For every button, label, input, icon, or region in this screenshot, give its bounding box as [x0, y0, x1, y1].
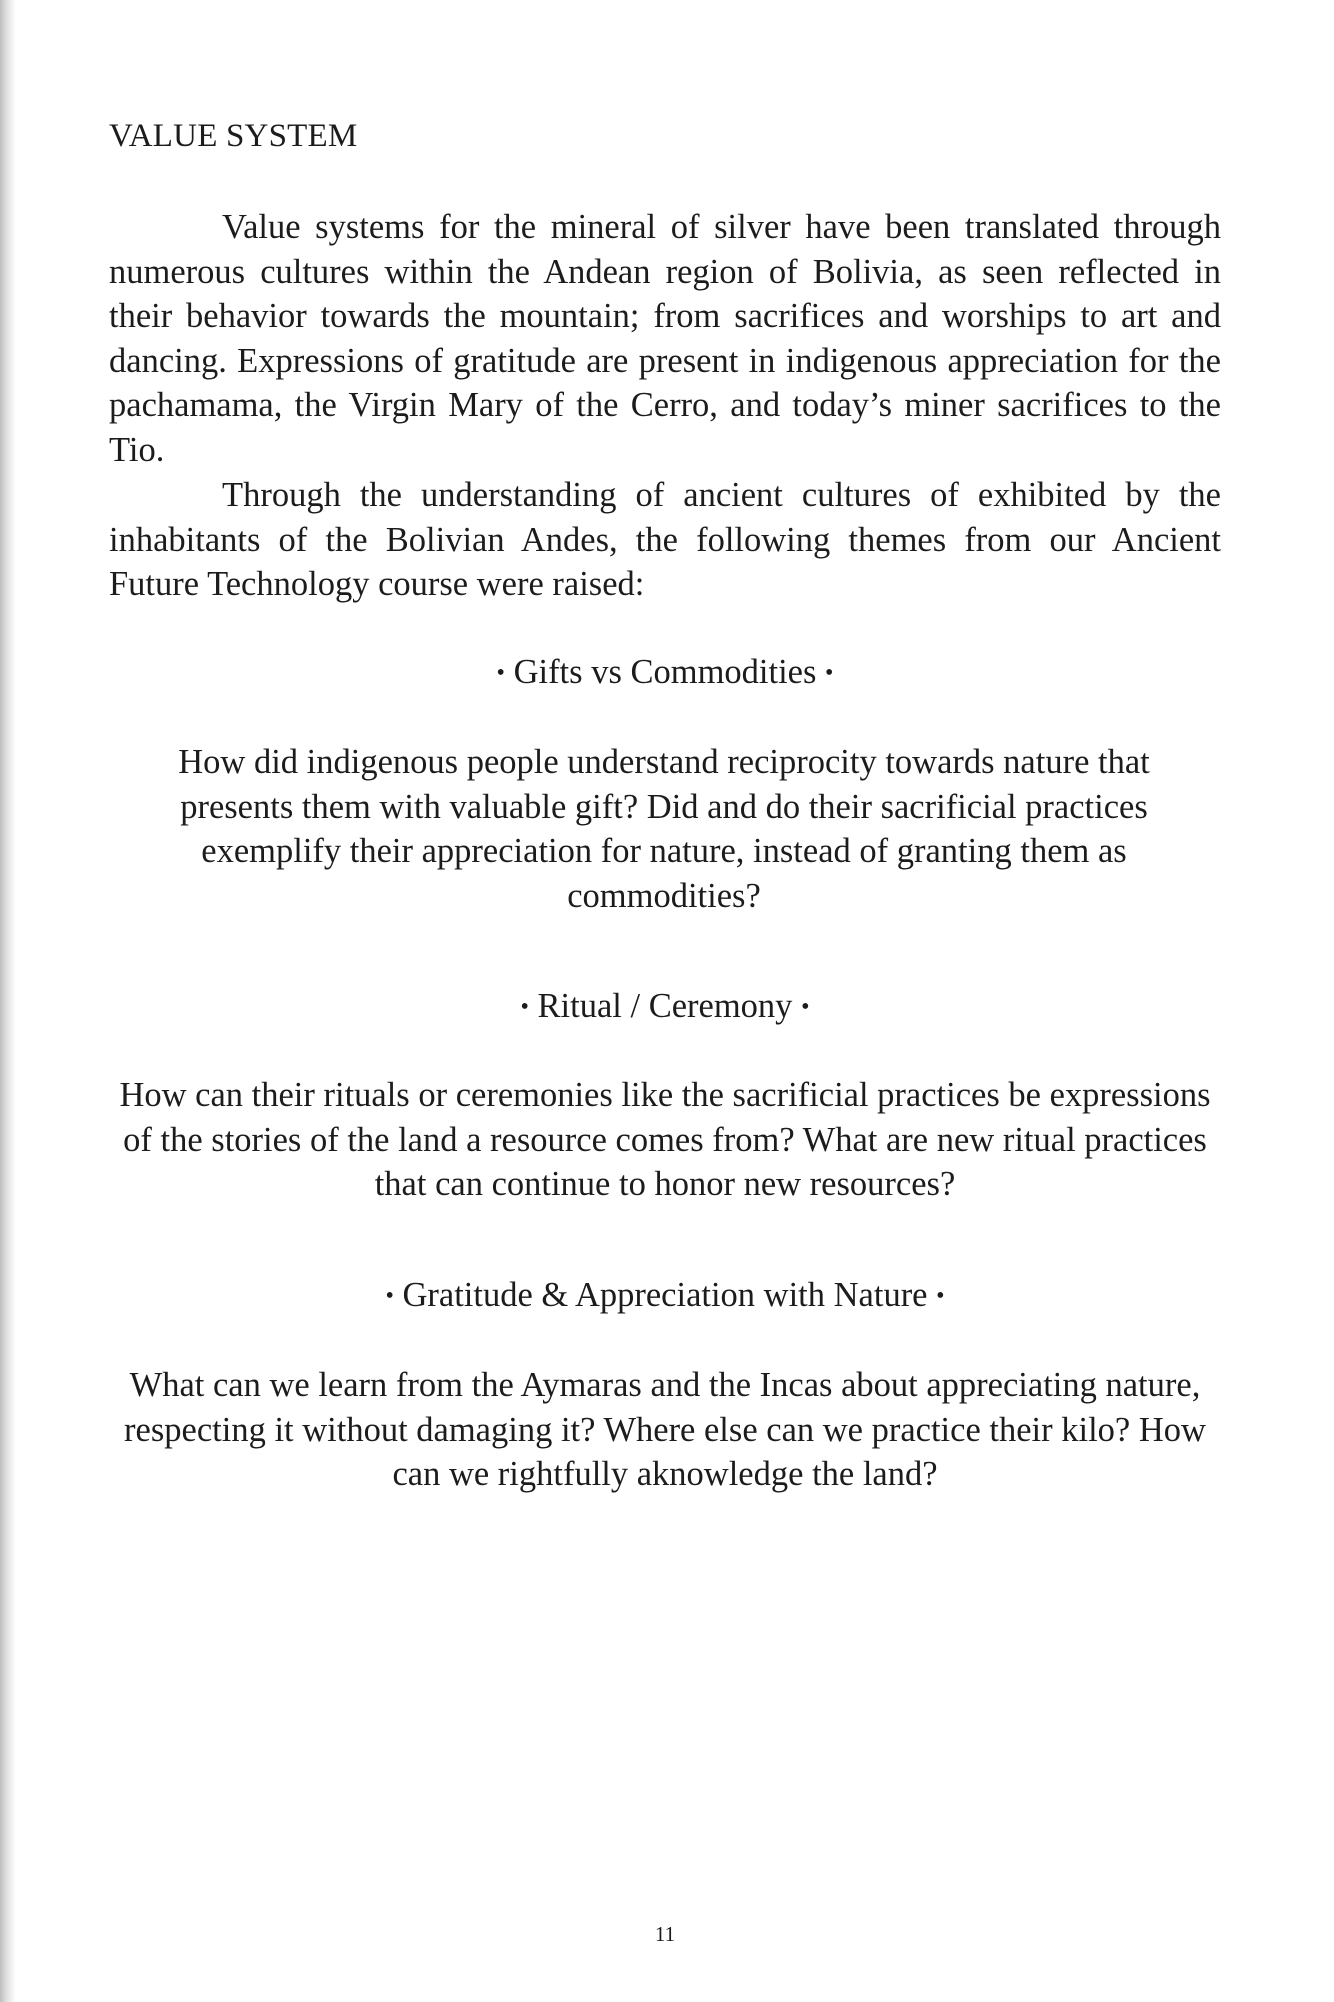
- bullet-icon: •: [520, 994, 529, 1020]
- theme-question-gifts-vs-commodities: How did indigenous people understand reciprocity towards nature that presents them with valuable gift? Did and do their sacrificial practices exemplify their appreciation for nature, instead of granting them as commodities?: [178, 743, 1150, 915]
- theme-question-ritual-ceremony: How can their rituals or ceremonies like the sacrificial practices be expressions of the stories of the land a resource comes from? What are new ritual practices that can continue to honor new resources?: [119, 1076, 1211, 1204]
- theme-title-text: Gifts vs Commodities: [513, 653, 817, 691]
- bullet-icon: •: [936, 1283, 945, 1309]
- bullet-icon: •: [496, 660, 505, 686]
- intro-paragraph: Value systems for the mineral of silver have been translated through numerous cultures within the Andean region of Bolivia, as seen reflected in their behavior towards the mountain; from sacrifices and worships to art and dancing. Expressions of gratitude are present in indigenous appreciation for the pachamama, the Virgin Mary of the Cerro, and today’s miner sacrifices to the Tio.: [109, 208, 1221, 469]
- theme-title-text: Ritual / Ceremony: [537, 987, 793, 1025]
- theme-question-gratitude-appreciation: What can we learn from the Aymaras and the Incas about appreciating nature, respecting it without damaging it? Where else can we practice their kilo? How can we rightfully aknowledge the land?: [124, 1366, 1206, 1494]
- theme-title-text: Gratitude & Appreciation with Nature: [402, 1276, 928, 1314]
- page-number: 11: [654, 1922, 676, 1946]
- section-heading: VALUE SYSTEM: [109, 118, 358, 154]
- bullet-icon: •: [385, 1283, 394, 1309]
- page-edge-shadow: [0, 0, 16, 2002]
- theme-title-gratitude-appreciation: [109, 1273, 1221, 1318]
- bullet-icon: •: [801, 994, 810, 1020]
- theme-title-gifts-vs-commodities: [109, 650, 1221, 695]
- theme-title-ritual-ceremony: [109, 984, 1221, 1029]
- bullet-icon: •: [825, 660, 834, 686]
- themes-intro-paragraph: Through the understanding of ancient cultures of exhibited by the inhabitants of the Bolivian Andes, the following themes from our Ancient Future Technology course were raised:: [109, 476, 1221, 604]
